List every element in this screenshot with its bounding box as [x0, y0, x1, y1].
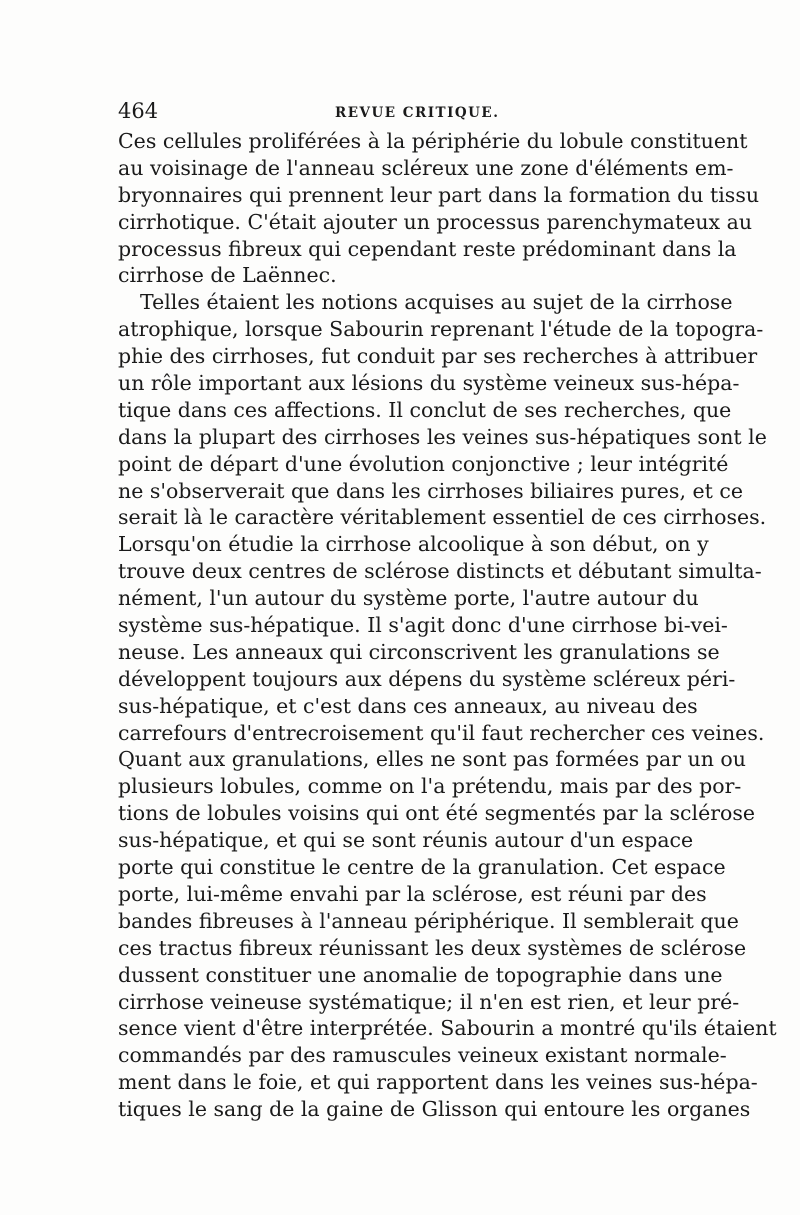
text-line: sence vient d'être interprétée. Sabourin a montré qu'ils étaient [118, 1016, 777, 1041]
text-line: cirrhose de Laënnec. [118, 263, 337, 288]
text-line: bryonnaires qui prennent leur part dans la formation du tissu [118, 182, 760, 207]
text-line: trouve deux centres de sclérose distincts et débutant simulta- [118, 559, 762, 584]
text-line: point de départ d'une évolution conjonctive ; leur intégrité [118, 451, 729, 476]
body-text [118, 128, 777, 1123]
text-line: tiques le sang de la gaine de Glisson qui entoure les organes [118, 1097, 751, 1122]
text-line: processus fibreux qui cependant reste prédominant dans la [118, 236, 737, 261]
text-line: sus-hépatique, et c'est dans ces anneaux, au niveau des [118, 693, 698, 718]
text-line: porte, lui-même envahi par la sclérose, est réuni par des [118, 881, 707, 906]
text-line: dussent constituer une anomalie de topographie dans une [118, 962, 723, 987]
text-line: carrefours d'entrecroisement qu'il faut rechercher ces veines. [118, 720, 765, 745]
text-line: nément, l'un autour du système porte, l'autre autour du [118, 586, 699, 611]
text-line: plusieurs lobules, comme on l'a prétendu, mais par des por- [118, 774, 742, 799]
text-line: neuse. Les anneaux qui circonscrivent les granulations se [118, 639, 720, 664]
text-line: système sus-hépatique. Il s'agit donc d'une cirrhose bi-vei- [118, 613, 728, 638]
text-line: tions de lobules voisins qui ont été segmentés par la sclérose [118, 801, 756, 826]
paragraph-first-line: Telles étaient les notions acquises au sujet de la cirrhose [140, 290, 733, 315]
text-line: sus-hépatique, et qui se sont réunis autour d'un espace [118, 828, 694, 853]
text-line: Lorsqu'on étudie la cirrhose alcoolique à son début, on y [118, 532, 709, 557]
text-line: atrophique, lorsque Sabourin reprenant l'étude de la topogra- [118, 317, 764, 342]
text-line: Quant aux granulations, elles ne sont pas formées par un ou [118, 747, 746, 772]
text-line: ces tractus fibreux réunissant les deux systèmes de sclérose [118, 935, 747, 960]
text-line: commandés par des ramuscules veineux existant normale- [118, 1043, 727, 1068]
text-line: porte qui constitue le centre de la granulation. Cet espace [118, 855, 726, 880]
running-title: REVUE CRITIQUE. [335, 105, 500, 121]
text-line: ne s'observerait que dans les cirrhoses biliaires pures, et ce [118, 478, 743, 503]
text-line: développent toujours aux dépens du système scléreux péri- [118, 666, 736, 691]
text-line: cirrhotique. C'était ajouter un processus parenchymateux au [118, 209, 753, 234]
text-line: cirrhose veineuse systématique; il n'en est rien, et leur pré- [118, 989, 740, 1014]
page-number: 464 [118, 99, 159, 123]
text-line: Ces cellules proliférées à la périphérie du lobule constituent [118, 129, 748, 153]
text-line: bandes fibreuses à l'anneau périphérique. Il semblerait que [118, 908, 739, 933]
text-line: phie des cirrhoses, fut conduit par ses recherches à attribuer [118, 344, 758, 369]
text-line: dans la plupart des cirrhoses les veines sus-hépatiques sont le [118, 424, 767, 449]
text-line: serait là le caractère véritablement essentiel de ces cirrhoses. [118, 505, 767, 530]
text-line: ment dans le foie, et qui rapportent dans les veines sus-hépa- [118, 1070, 758, 1095]
text-line: tique dans ces affections. Il conclut de ses recherches, que [118, 397, 732, 422]
text-line: au voisinage de l'anneau scléreux une zone d'éléments em- [118, 155, 734, 180]
text-line: un rôle important aux lésions du système veineux sus-hépa- [118, 371, 740, 396]
running-header [118, 96, 686, 126]
